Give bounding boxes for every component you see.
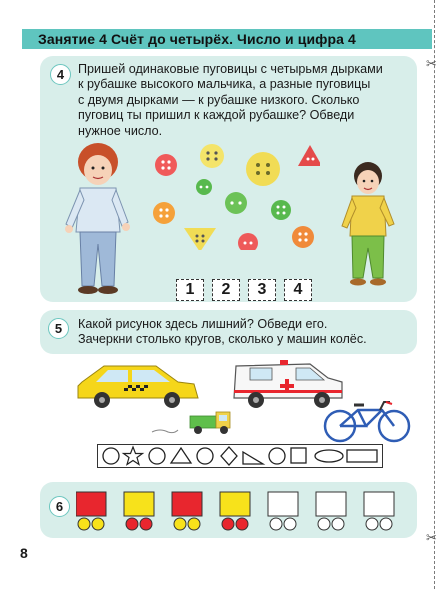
choice-box-2[interactable]: 2 — [212, 279, 240, 301]
button-red-triangle — [298, 145, 320, 166]
choice-box-3[interactable]: 3 — [248, 279, 276, 301]
pattern-cell-5-empty — [268, 492, 298, 530]
task-5-line: Какой рисунок здесь лишний? Обведи его. — [78, 317, 328, 331]
circle-shape — [197, 448, 213, 464]
button-red-four-hole — [155, 154, 177, 176]
button-yellow-triangle — [184, 228, 216, 250]
task-4-number: 4 — [50, 64, 71, 85]
pattern-cell-6-empty — [316, 492, 346, 530]
lesson-header — [22, 29, 432, 49]
button-orange — [153, 202, 175, 224]
pattern-cell-4-filled — [220, 492, 250, 530]
ellipse-shape — [315, 450, 343, 462]
star-shape — [124, 447, 143, 465]
rhombus-shape — [221, 447, 237, 465]
square-shape — [291, 448, 306, 463]
scissors-icon: ✂ — [426, 56, 437, 71]
right-triangle-shape — [243, 452, 263, 464]
scissors-icon: ✂ — [426, 530, 437, 545]
task-5-text — [78, 317, 408, 348]
task-4-line: пуговиц ты пришил к каждой рубашке? Обведи — [78, 108, 355, 123]
button-green-small — [196, 179, 212, 195]
shapes-row-figures — [97, 444, 383, 468]
lesson-title: Занятие 4 Счёт до четырёх. Число и цифра 4 — [38, 31, 356, 47]
task-4-line: к рубашке высокого мальчика, а разные пуговицы — [78, 77, 371, 92]
button-yellow-large — [246, 152, 280, 186]
circle-shape — [269, 448, 285, 464]
task-5-number: 5 — [48, 318, 69, 339]
choice-box-4[interactable]: 4 — [284, 279, 312, 301]
toy-truck-illustration[interactable] — [150, 408, 234, 438]
task-4-text — [78, 62, 408, 139]
task-4-line: нужное число. — [78, 123, 163, 138]
button-yellow-four-hole — [200, 144, 224, 168]
short-boy-illustration — [340, 160, 400, 290]
choice-box-1[interactable]: 1 — [176, 279, 204, 301]
pattern-cell-1-filled — [76, 492, 106, 530]
pattern-cell-3-filled — [172, 492, 202, 530]
button-red-small — [238, 233, 258, 250]
task-6-number: 6 — [49, 496, 70, 517]
circle-shape — [103, 448, 119, 464]
bicycle-illustration[interactable] — [322, 398, 412, 444]
pattern-cell-2-filled — [124, 492, 154, 530]
circle-shape — [149, 448, 165, 464]
page-number: 8 — [20, 545, 28, 561]
buttons-illustration — [150, 140, 320, 250]
task-4-line: с двумя дырками — к рубашке низкого. Сколько — [78, 92, 360, 107]
button-green-medium — [225, 192, 247, 214]
taxi-car-illustration[interactable] — [74, 360, 202, 412]
button-orange-right — [292, 226, 314, 248]
task-5-line: Зачеркни столько кругов, сколько у машин колёс. — [78, 332, 367, 347]
cut-line — [434, 0, 435, 589]
triangle-shape — [171, 448, 191, 463]
pattern-sequence — [76, 490, 406, 534]
pattern-cell-7-empty — [364, 492, 394, 530]
rectangle-shape — [347, 450, 377, 462]
task-4-line: Пришей одинаковые пуговицы с четырьмя дырками — [78, 62, 383, 76]
tall-boy-illustration — [58, 140, 140, 298]
button-green-right — [271, 200, 291, 220]
